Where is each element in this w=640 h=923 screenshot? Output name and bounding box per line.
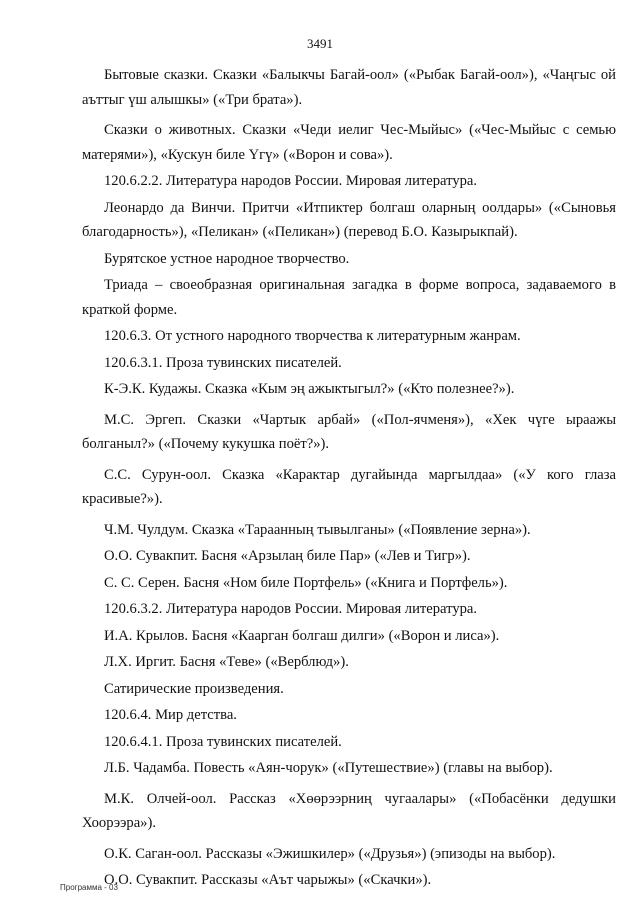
footer-label: Программа - 03 xyxy=(60,883,118,892)
paragraph-suvakpit-stories: О.О. Сувакпит. Рассказы «Аът чарыжы» («Скачки»). xyxy=(104,872,432,888)
paragraph-section-120-6-4: 120.6.4. Мир детства. xyxy=(104,707,237,723)
paragraph-seren: С. С. Серен. Басня «Ном биле Портфель» («Книга и Портфель»). xyxy=(104,574,508,591)
paragraph-animal-tales: Сказки о животных. Сказки «Чеди иелиг Чес-Мыйыс» («Чес-Мыйыс с семью матерями»), «Кускун биле Үгү» («Ворон и сова»). xyxy=(82,122,616,163)
paragraph-chuldum: Ч.М. Чулдум. Сказка «Тараанның тывылганы» («Появление зерна»). xyxy=(104,521,531,538)
paragraph-olchei-ool: М.К. Олчей-оол. Рассказ «Хөөрээрниң чугаалары» («Побасёнки дедушки Хоорээра»). xyxy=(82,790,616,831)
paragraph-leonardo: Леонардо да Винчи. Притчи «Итпиктер болгаш оларның оолдары» («Сыновья благодарность»), «Пеликан» («Пеликан») (перевод Б.О. Казырыкпай). xyxy=(82,199,616,240)
paragraph-triada: Триада – своеобразная оригинальная загадка в форме вопроса, задаваемого в краткой форме. xyxy=(82,277,616,318)
paragraph-irgit: Л.Х. Иргит. Басня «Теве» («Верблюд»). xyxy=(104,654,349,670)
paragraph-sagan-ool: О.К. Саган-оол. Рассказы «Эжишкилер» («Друзья») (эпизоды на выбор). xyxy=(104,845,556,862)
paragraph-household-tales: Бытовые сказки. Сказки «Балыкчы Багай-оол» («Рыбак Багай-оол»), «Чаңгыс ой аъттыг үш алышкы» («Три брата»). xyxy=(82,67,616,108)
paragraph-suvakpit-fable: О.О. Сувакпит. Басня «Арзылаң биле Пар» («Лев и Тигр»). xyxy=(104,548,471,564)
paragraph-ergep: М.С. Эргеп. Сказки «Чартык арбай» («Пол-ячменя»), «Хек чүге ыраажы болганыл?» («Почему кукушка поёт?»). xyxy=(82,411,616,452)
paragraph-section-120-6-3-2: 120.6.3.2. Литература народов России. Мировая литература. xyxy=(104,601,478,617)
paragraph-section-120-6-2-2: 120.6.2.2. Литература народов России. Мировая литература. xyxy=(104,173,478,189)
document-body xyxy=(82,63,616,893)
page-number: 3491 xyxy=(307,36,333,51)
paragraph-krylov: И.А. Крылов. Басня «Каарган болгаш дилги» («Ворон и лиса»). xyxy=(104,627,500,644)
paragraph-chadamba: Л.Б. Чадамба. Повесть «Аян-чорук» («Путешествие») (главы на выбор). xyxy=(104,760,553,776)
paragraph-section-120-6-3: 120.6.3. От устного народного творчества к литературным жанрам. xyxy=(104,328,521,344)
paragraph-surun-ool: С.С. Сурун-оол. Сказка «Карактар дугайында маргылдаа» («У кого глаза красивые?»). xyxy=(82,466,616,507)
paragraph-buryat-folklore: Бурятское устное народное творчество. xyxy=(104,250,350,267)
paragraph-satirical: Сатирические произведения. xyxy=(104,680,284,697)
paragraph-kudazhy: К-Э.К. Кудажы. Сказка «Кым эң ажыктыгыл?» («Кто полезнее?»). xyxy=(104,381,515,397)
paragraph-section-120-6-3-1: 120.6.3.1. Проза тувинских писателей. xyxy=(104,354,342,371)
paragraph-section-120-6-4-1: 120.6.4.1. Проза тувинских писателей. xyxy=(104,733,342,750)
